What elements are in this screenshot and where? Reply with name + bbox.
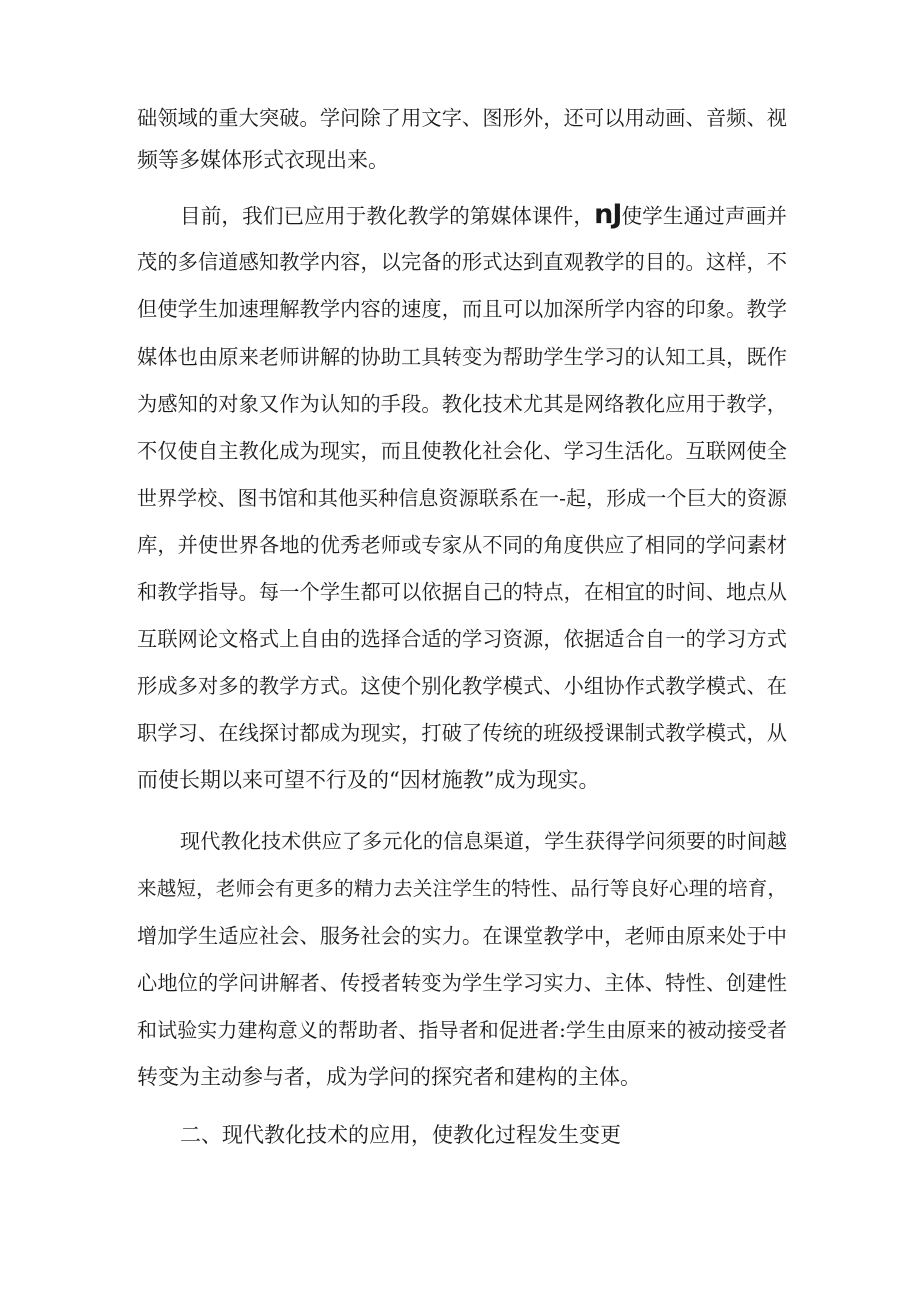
paragraph-3-line-6: 转变为主动参与者，成为学问的探究者和建构的主体。	[137, 1065, 641, 1089]
paragraph-1-line-1: 础领域的重大突破。学问除了用文字、图形外，还可以用动画、音频、视	[137, 106, 787, 130]
paragraph-3-line-1: 现代教化技术供应了多元化的信息渠道，学生获得学问须要的时间越	[180, 829, 787, 853]
paragraph-3-line-5: 和试验实力建构意义的帮助者、指导者和促进者:学生由原来的被动接受者	[137, 1018, 787, 1042]
paragraph-2-line-7: 世界学校、图书馆和其他买种信息资源联系在一-起，形成一个巨大的资源	[137, 486, 787, 510]
paragraph-2-line-3: 但使学生加速理解教学内容的速度，而且可以加深所学内容的印象。教学	[137, 297, 787, 321]
paragraph-1-line-2: 频等多媒体形式衣现出来。	[137, 148, 389, 172]
paragraph-2-line-1-end: 使学生通过声画并	[621, 204, 788, 228]
scan-artifact-glyph: nJ	[594, 199, 622, 230]
paragraph-2-line-2: 茂的多信道感知教学内容，以完备的形式达到直观教学的目的。这样，不	[137, 250, 787, 274]
paragraph-3-line-2: 来越短，老师会有更多的精力去关注学生的特性、品行等良好心理的培育，	[137, 877, 787, 900]
paragraph-2-line-5: 为感知的对象又作为认知的手段。教化技术尤其是网络教化应用于教学，	[137, 392, 787, 416]
paragraph-3-line-3: 增加学生适应社会、服务社会的实力。在课堂教学中，老师由原来处于中	[137, 924, 787, 948]
paragraph-2-line-6: 不仅使自主教化成为现实，而且使教化社会化、学习生活化。互联网使全	[137, 439, 787, 463]
paragraph-3-line-4: 心地位的学问讲解者、传授者转变为学生学习实力、主体、特性、创建性	[137, 971, 787, 995]
paragraph-2-line-1	[180, 200, 787, 231]
paragraph-2-line-12: 职学习、在线探讨都成为现实，打破了传统的班级授课制式教学模式，从	[137, 721, 787, 745]
paragraph-2-line-9: 和教学指导。每一个学生都可以依据自己的特点，在相宜的时间、地点从	[137, 580, 787, 604]
paragraph-2-line-10: 互联网论文格式上自由的选择合适的学习资源，依据适合自一的学习方式	[137, 627, 787, 651]
paragraph-2-line-8: 库，并使世界各地的优秀老师或专家从不同的角度供应了相同的学问素材	[137, 533, 787, 557]
paragraph-2-line-13: 而使长期以来可望不行及的“因材施教”成为现实。	[137, 768, 600, 792]
paragraph-2-line-1-start: 目前，我们已应用于教化教学的第媒体课件，	[180, 204, 595, 228]
paragraph-2-line-11: 形成多对多的教学方式。这使个别化教学模式、小组协作式教学模式、在	[137, 674, 787, 698]
paragraph-2-line-4: 媒体也由原来老师讲解的协助工具转变为帮助学生学习的认知工具，既作	[137, 345, 787, 369]
section-heading: 二、现代教化技术的应用，使教化过程发生变更	[180, 1123, 621, 1147]
